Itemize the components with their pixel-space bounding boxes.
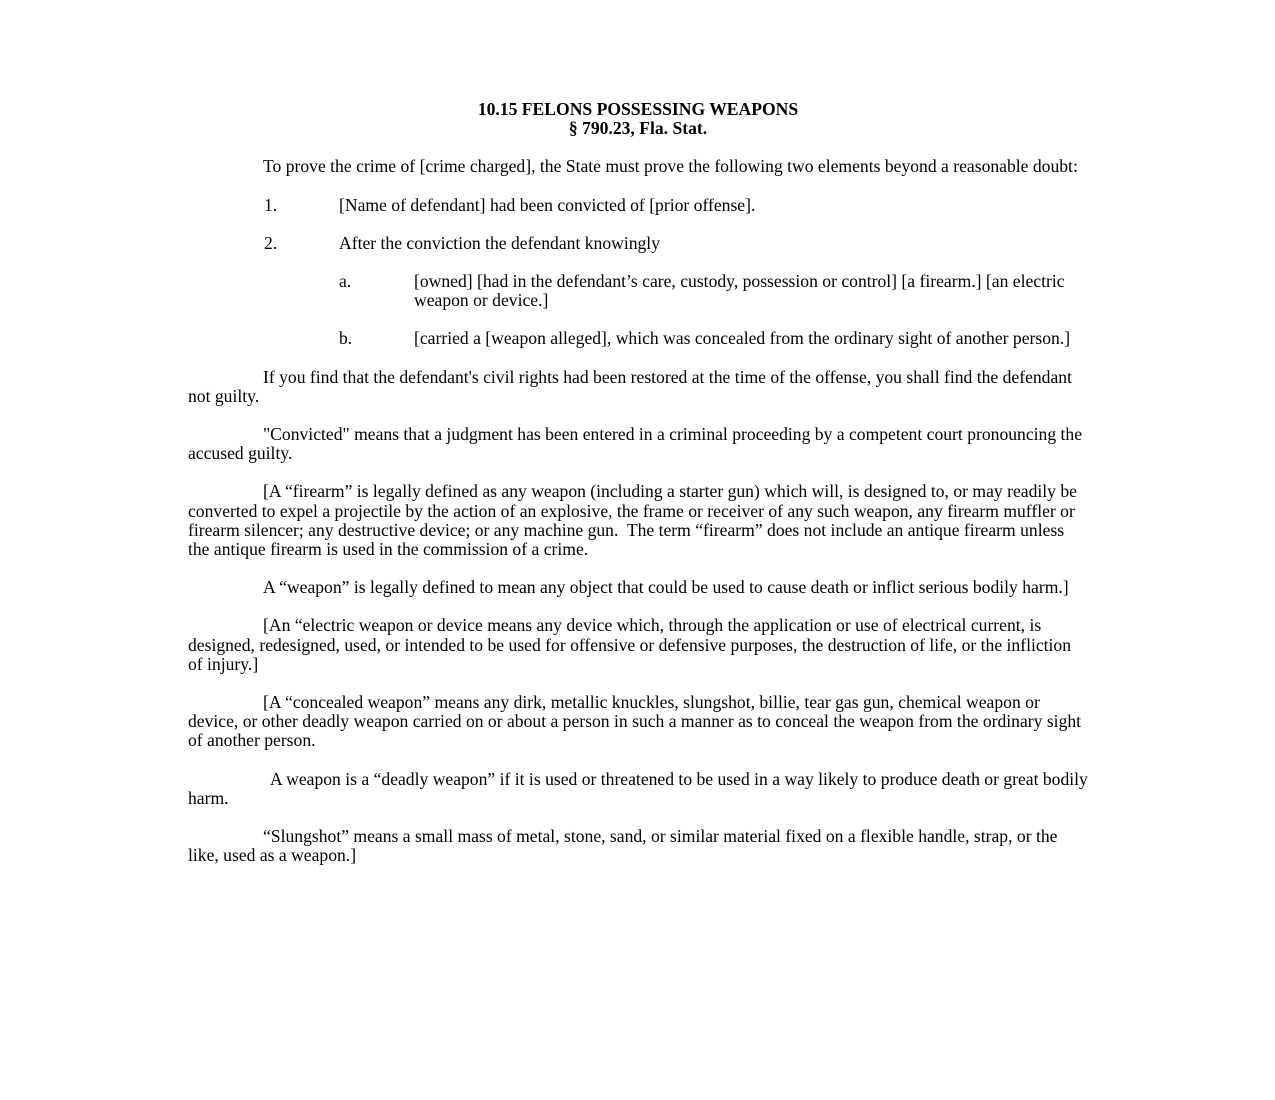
subelement-item-a [188, 272, 1088, 310]
electric-weapon-definition: [An “electric weapon or device means any device which, through the application or use of electrical current, is designed, redesigned, used, or intended to be used for offensive or defensive purposes, the destruction of life, or the infliction of injury.] [188, 615, 1076, 674]
firearm-definition: [A “firearm” is legally defined as any weapon (including a starter gun) which will, is designed to, or may readily be converted to expel a projectile by the action of an explosive, the frame or receiver of any such weapon, any firearm muffler or firearm silencer; any destructive device; or any machine gun. The term “firearm” does not include an antique firearm unless the antique firearm is used in the commission of a crime. [188, 481, 1082, 560]
element-text: [Name of defendant] had been convicted of [prior offense]. [339, 194, 756, 215]
subelement-text: [owned] [had in the defendant’s care, custody, possession or control] [a firearm.] [an electric weapon or device.] [414, 271, 1065, 311]
civil-rights-paragraph: If you find that the defendant's civil rights had been restored at the time of the offense, you shall find the defendant not guilty. [188, 366, 1077, 406]
intro-paragraph: To prove the crime of [crime charged], the State must prove the following two elements beyond a reasonable doubt: [263, 156, 1078, 177]
element-item-1 [188, 196, 1088, 215]
subelement-text: [carried a [weapon alleged], which was concealed from the ordinary sight of another person.] [414, 328, 1071, 349]
subelement-letter: a. [339, 271, 352, 292]
element-number: 2. [264, 232, 278, 253]
document-page [188, 99, 1093, 866]
concealed-weapon-definition: [A “concealed weapon” means any dirk, metallic knuckles, slungshot, billie, tear gas gun, chemical weapon or device, or other deadly weapon carried on or about a person in such a manner as to conceal the weapon from the ordinary sight of another person. [188, 692, 1086, 751]
subelement-item-b [188, 329, 1088, 348]
slungshot-definition: “Slungshot” means a small mass of metal, stone, sand, or similar material fixed on a flexible handle, strap, or the like, used as a weapon.] [188, 826, 1062, 866]
convicted-definition: "Convicted" means that a judgment has been entered in a criminal proceeding by a competent court pronouncing the accused guilty. [188, 424, 1087, 464]
title-heading: 10.15 FELONS POSSESSING WEAPONS [477, 99, 799, 119]
title-statute: § 790.23, Fla. Stat. [568, 118, 708, 139]
subelement-letter: b. [339, 328, 353, 349]
document-title [188, 100, 1088, 138]
element-number: 1. [264, 194, 278, 215]
element-text: After the conviction the defendant knowingly [339, 232, 660, 253]
weapon-definition: A “weapon” is legally defined to mean any object that could be used to cause death or inflict serious bodily harm.] [263, 577, 1069, 598]
element-item-2 [188, 234, 1088, 253]
deadly-weapon-definition: A weapon is a “deadly weapon” if it is used or threatened to be used in a way likely to produce death or great bodily harm. [188, 768, 1093, 808]
